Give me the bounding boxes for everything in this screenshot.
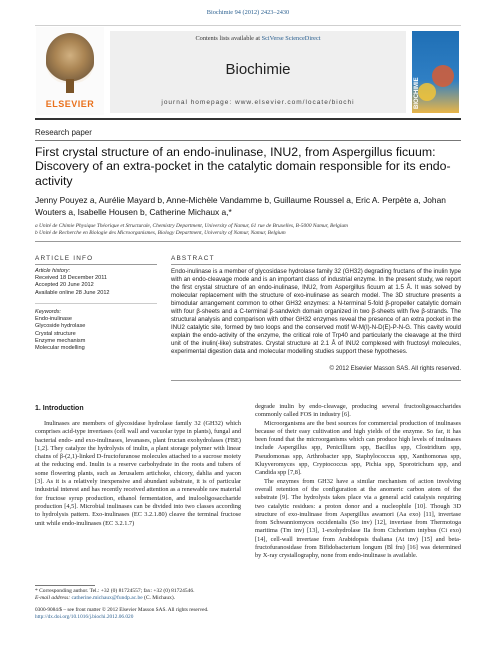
page-footer xyxy=(35,607,209,621)
journal-info-panel xyxy=(110,31,406,113)
keyword: Crystal structure xyxy=(35,330,76,337)
doi-link[interactable]: http://dx.doi.org/10.1016/j.biochi.2012.06.020 xyxy=(35,614,134,620)
paragraph: Microorganisms are the best sources for commercial production of inulinases because of their easy cultivation and high yields of the enzyme. So far, it has been found that the microorganisms which can produce high levels of inulinases include Aspergillus spp, Penicillium spp, Bacillus spp, Clostridium spp, Pseudomonas spp, Arthrobacter spp, Staphylococcus spp, Xanthomonas spp, Kluyveromyces spp, Cryptococcus spp, Pichia spp, Sporotrichum spp, and Candida spp [7,8]. xyxy=(255,419,461,477)
paragraph: The enzymes from GH32 have a similar mechanism of action involving overall retention of the configuration at the anomeric carbon atom of the substrate [9]. The hydrolysis takes place via a general acid catalysis requiring two catalytic residues: a proton donor and a nucleophile [10]. Though 3D structure of exo-inulinase from Aspergillus awamori (Aa exo) [11], invertase from Schwanniomyces occidentalis (So inv) [12], invertase from Thermotoga maritima (Tm inv) [13], 1-exohydrolase IIa from Cichorium intybus (Ci exo) [14], cell-wall invertase from Arabidopsis thaliana (At inv) [15] and beta-fructofuranosidase from Bifidobacterium longum (Bl fru) [16] was determined by X-ray crystallography, none from endo-inulinase is available. xyxy=(255,477,461,560)
sciencedirect-link[interactable]: SciVerse ScienceDirect xyxy=(261,35,321,42)
article-history: Article history: Received 18 December 2011 Accepted 20 June 2012 Available online 28 June 2012 xyxy=(35,268,160,297)
online-date: Available online 28 June 2012 xyxy=(35,289,110,296)
article-type: Research paper xyxy=(35,128,92,137)
keyword: Glycoside hydrolase xyxy=(35,323,86,330)
author-email-link[interactable]: catherine.michaux@fundp.ac.be xyxy=(71,595,143,601)
tree-icon xyxy=(46,33,94,83)
keyword: Molecular modelling xyxy=(35,345,85,352)
contents-line: Contents lists available at SciVerse ScienceDirect xyxy=(195,35,321,42)
article-title: First crystal structure of an endo-inulinase, INU2, from Aspergillus ficuum: Discovery of an extra-pocket in the catalytic domain responsible for its endo-activity xyxy=(35,145,451,188)
keyword: Enzyme mechanism xyxy=(35,337,86,344)
journal-citation: Biochimie 94 (2012) 2423–2430 xyxy=(206,9,290,16)
journal-homepage: journal homepage: www.elsevier.com/locate/biochi xyxy=(161,99,355,106)
journal-cover-image: BIOCHIMIE xyxy=(412,31,459,113)
body-column-left xyxy=(35,420,241,528)
journal-title: Biochimie xyxy=(225,61,291,78)
keywords: Keywords: Endo-inulinase Glycoside hydrolase Crystal structure Enzyme mechanism Molecular modelling xyxy=(35,309,160,352)
paragraph: Inulinases are members of glycosidase hydrolase family 32 (GH32) which comprises acid-type invertases (cell wall and vacuolar type in plants), fungal and bacterial endo- and exo-inulinases, levanases, plant fructan exohydrolases (FBE) [1,2]. They catalyze the hydrolysis of inulin, a plant storage polymer with linear chains of β-(2,1)-linked D-fructofuranose molecules attached to a sucrose moiety at the reducing end. Inulin is a reserve carbohydrate in the roots and tubers of some flowering plants, such as Jerusalem artichoke, chicory, dahlia and yacon [3]. As it is a relatively inexpensive and abundant substrate, it is of particular industrial interest and has recently received attention as a renewable raw material for fructose syrup production, ethanol fermentation, and inulooligosaccharide production [4,5]. Microbial inulinases can be divided into two classes according to hydrolysis pattern. Exo-inulinases (EC 3.2.1.80) cleave the terminal fructose unit while endo-inulinases (EC 3.2.1.7) xyxy=(35,420,241,527)
abstract-text: Endo-inulinase is a member of glycosidase hydrolase family 32 (GH32) degrading fructans of the inulin type with an endo-cleavage mode and is an important class of industrial enzyme. In the present study, we report the first crystal structure of an endo-inulinase, INU2, from Aspergillus ficuum at 1.5 Å. It was solved by molecular replacement with the structure of exo-inulinase as search model. The 3D structure presents a bimodular arrangement common to other GH32 enzymes: a N-terminal 5-fold β-propeller catalytic domain with four β-sheets and a C-terminal β-sandwich domain organized in two β-sheets with five β-strands. The structural analysis and comparison with other GH32 enzymes reveal the presence of an extra pocket in the INU2 catalytic site, formed by two loops and the conserved motif W-M(I)-N-D(E)-P-N-G. This cavity would explain the endo-activity of the enzyme, the critical role of Trp40 and particularly the cleavage at the third unit of the inulin(-like) substrates. Crystal structure at 2.1 Å of INU2 complexed with fructosyl molecules, experimental digestion data and molecular modelling studies support these hypotheses. xyxy=(171,268,461,355)
body-column-right xyxy=(255,403,461,561)
received-date: Received 18 December 2011 xyxy=(35,275,108,282)
paragraph: degrade inulin by endo-cleavage, producing several fructooligosaccharides commonly called FOS in industry [6]. xyxy=(255,403,461,419)
affiliation-a: a Unité de Chimie Physique Théorique et Structurale, Chemistry Department, University of Namur, 61 rue de Bruxelles, B-5000 Namur, Belgium xyxy=(35,223,348,229)
corresponding-author-footnote: * Corresponding author. Tel.: +32 (0) 81724557; fax: +32 (0) 81724546. E-mail address: catherine.michaux@fundp.ac.be (C. Michaux). xyxy=(35,588,195,601)
publisher-name: ELSEVIER xyxy=(45,99,95,109)
copyright-notice: © 2012 Elsevier Masson SAS. All rights reserved. xyxy=(329,366,461,372)
issn-line: 0300-9084/$ – see front matter © 2012 Elsevier Masson SAS. All rights reserved. xyxy=(35,607,209,613)
elsevier-logo xyxy=(36,27,104,115)
keyword: Endo-inulinase xyxy=(35,316,73,323)
abstract-heading: ABSTRACT xyxy=(171,255,215,262)
divider xyxy=(35,241,461,242)
section-heading-introduction: 1. Introduction xyxy=(35,405,84,412)
affiliation-b: b Unité de Recherche en Biologie des Microorganismes, Biology Department, University of Namur, Namur, Belgium xyxy=(35,230,286,236)
author-list: Jenny Pouyez a, Aurélie Mayard b, Anne-Michèle Vandamme b, Guillaume Roussel a, Eric A. Perpète a, Johan Wouters a, Isabelle Housen b, Catherine Michaux a,* xyxy=(35,195,446,217)
accepted-date: Accepted 20 June 2012 xyxy=(35,282,94,289)
divider xyxy=(35,140,461,141)
article-info-heading: ARTICLE INFO xyxy=(35,255,94,262)
